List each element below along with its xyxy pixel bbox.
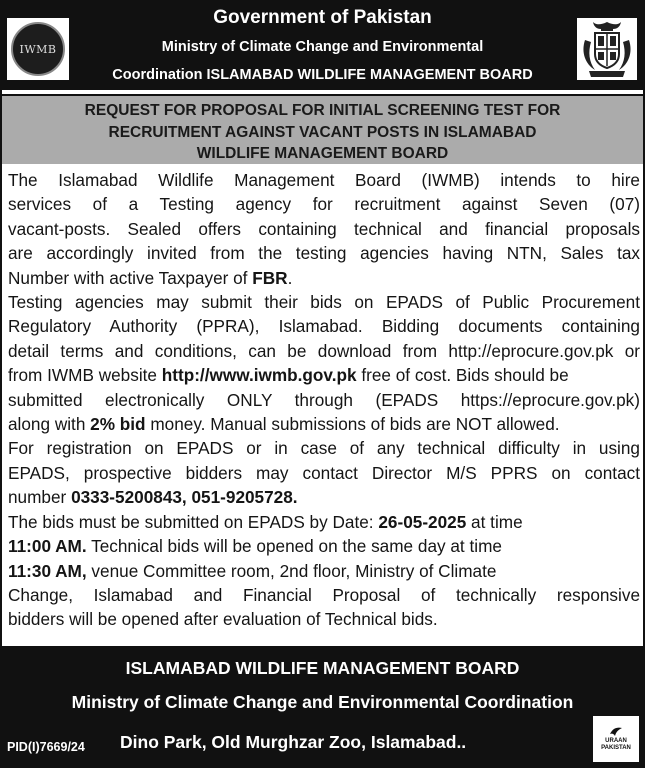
body-line (8, 412, 640, 436)
body-line (8, 534, 640, 558)
body-text: Technical bids will be opened on the same day at time (86, 536, 502, 557)
state-emblem-icon (577, 18, 637, 80)
body-line: Regulatory Authority (PPRA), Islamabad. Bidding documents containing (8, 316, 640, 337)
iwmb-website-link[interactable]: http://www.iwmb.gov.pk (161, 365, 357, 386)
body-text: from IWMB website (8, 365, 162, 386)
body-line: The Islamabad Wildlife Management Board (IWMB) intends to hire (8, 170, 640, 190)
body-line (8, 363, 640, 387)
body-line (8, 485, 640, 509)
footer-banner (2, 646, 643, 766)
uraan-pakistan-logo (593, 716, 639, 762)
subject-line: RECRUITMENT AGAINST VACANT POSTS IN ISLAMABAD (108, 123, 537, 141)
body-line: are accordingly invited from the testing agencies having NTN, Sales tax (8, 243, 640, 264)
body-line: submitted electronically ONLY through (EPADS https://eprocure.gov.pk) (8, 389, 640, 410)
body-text: The bids must be submitted on EPADS by Date: (8, 511, 379, 532)
body-text: free of cost. Bids should be (356, 365, 569, 386)
body-text: at time (466, 511, 523, 532)
pakistan-text: PAKISTAN (601, 745, 631, 751)
contact-numbers: 0333-5200843, 051-9205728. (71, 487, 298, 508)
body-text: Number with active Taxpayer of (8, 267, 253, 288)
body-line: vacant-posts. Sealed offers containing technical and financial proposals (8, 218, 640, 239)
iwmb-logo-mark: IWMB (11, 22, 65, 76)
submission-time: 11:00 AM. (8, 536, 87, 557)
body-text: number (8, 487, 72, 508)
body-text: . (287, 267, 293, 288)
body-text: money. Manual submissions of bids are NOT allowed. (145, 414, 560, 435)
body-line: detail terms and conditions, can be download from http://eprocure.gov.pk or (8, 340, 640, 361)
pid-number: PID(I)7669/24 (7, 740, 85, 754)
subject-line: WILDLIFE MANAGEMENT BOARD (196, 145, 449, 162)
opening-time: 11:30 AM, (8, 560, 87, 581)
government-title: Government of Pakistan (213, 7, 432, 28)
body-line: For registration on EPADS or in case of any technical difficulty in using (8, 438, 640, 459)
board-title: Coordination ISLAMABAD WILDLIFE MANAGEMENT BOARD (112, 67, 533, 83)
body-line (8, 266, 640, 290)
ministry-title: Ministry of Climate Change and Environmental (161, 39, 484, 55)
body-line (8, 510, 640, 534)
submission-date: 26-05-2025 (378, 511, 467, 532)
subject-line: REQUEST FOR PROPOSAL FOR INITIAL SCREENING TEST FOR (84, 102, 561, 119)
body-line: bidders will be opened after evaluation of Technical bids. (8, 609, 438, 630)
subject-banner (2, 94, 643, 164)
footer-address: Dino Park, Old Murghzar Zoo, Islamabad.. (120, 732, 467, 752)
uraan-text: URAAN (605, 738, 627, 744)
body-line: services of a Testing agency for recruitment against Seven (07) (8, 194, 640, 215)
header-banner (2, 2, 643, 90)
body-line: Change, Islamabad and Financial Proposal of technically responsive (8, 584, 640, 605)
footer-board-title: ISLAMABAD WILDLIFE MANAGEMENT BOARD (125, 658, 520, 678)
uraan-bird-icon (608, 726, 624, 738)
notice-body (8, 168, 640, 632)
body-text: along with (8, 414, 91, 435)
fbr-text: FBR (252, 267, 288, 288)
bid-money-text: 2% bid (90, 414, 146, 435)
body-text: venue Committee room, 2nd floor, Ministry of Climate (86, 560, 497, 581)
body-line: Testing agencies may submit their bids on EPADS of Public Procurement (8, 292, 640, 313)
body-line (8, 559, 640, 583)
body-line: EPADS, prospective bidders may contact Director M/S PPRS on contact (8, 462, 640, 483)
footer-ministry-title: Ministry of Climate Change and Environmental Coordination (71, 692, 574, 712)
